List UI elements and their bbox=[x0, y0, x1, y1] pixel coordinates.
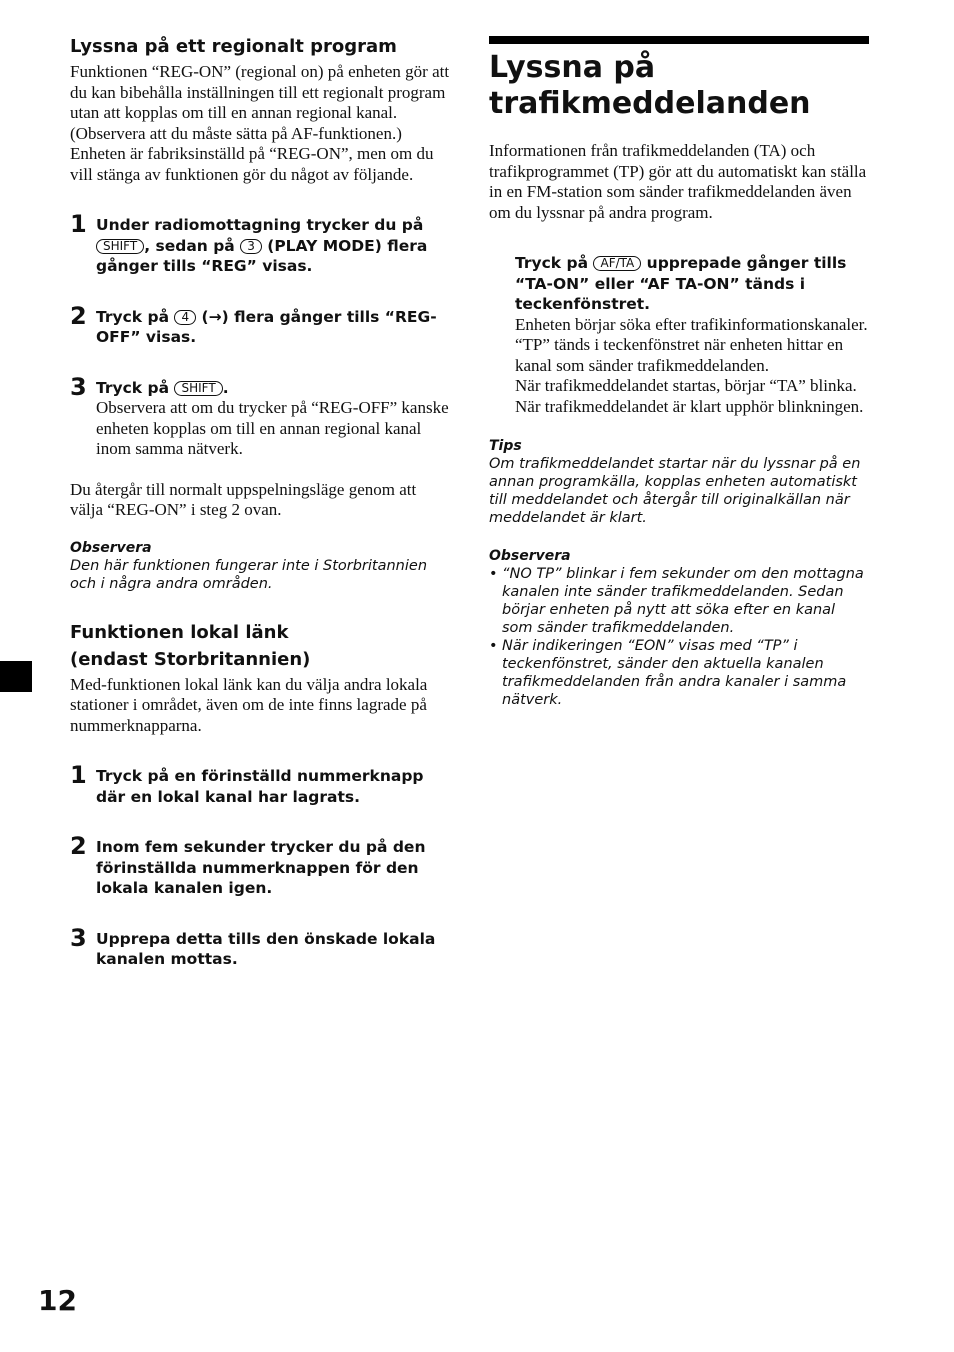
step-instruction: Tryck på AF/TA upprepade gånger tills “TA-ON” eller “AF TA-ON” tänds i teckenfönstret. bbox=[515, 254, 847, 313]
step-body: Enheten börjar söka efter trafikinformationskanaler. “TP” tänds i teckenfönstret när enheten hittar en kanal som sänder trafikmeddelanden. bbox=[515, 314, 868, 375]
local-step-2 bbox=[70, 832, 450, 899]
tips-title: Tips bbox=[489, 438, 522, 454]
regional-step-2 bbox=[70, 301, 450, 348]
step-instruction: Tryck på 4 (→) flera gånger tills “REG-OFF” visas. bbox=[96, 307, 437, 346]
note-bullet-item: • “NO TP” blinkar i fem sekunder om den mottagna kanalen inte sänder trafikmeddelanden. Sedan börjar enheten på nytt att söka efter en kanal som sänder trafikmeddelanden. bbox=[489, 566, 864, 636]
traffic-instruction bbox=[489, 253, 869, 417]
right-column bbox=[489, 36, 869, 709]
left-column bbox=[70, 36, 450, 970]
af-ta-key-icon: AF/TA bbox=[593, 256, 641, 271]
traffic-intro: Informationen från trafikmeddelanden (TA) och trafikprogrammet (TP) gör att du automatiskt kan ställa in en FM-station som sänder trafikmeddelanden även om du lyssnar på andra program. bbox=[489, 141, 867, 222]
step-body: Observera att om du trycker på “REG-OFF” kanske enheten kopplas om till en annan regional kanal inom samma nätverk. bbox=[96, 398, 449, 458]
note-bullet-item: • När indikeringen “EON” visas med “TP” i teckenfönstret, sänder den aktuella kanalen trafikmeddelanden från andra kanaler i samma nätverk. bbox=[489, 638, 847, 708]
note-title: Observera bbox=[70, 539, 152, 556]
page-number: 12 bbox=[38, 1284, 77, 1317]
step-body: När trafikmeddelandet startas, börjar “TA” blinka. När trafikmeddelandet är klart upphör blinkningen. bbox=[515, 376, 864, 416]
step-instruction: Tryck på SHIFT . bbox=[96, 378, 229, 397]
bullet-icon: • bbox=[489, 638, 498, 654]
step-instruction: Tryck på en förinställd nummerknapp där en lokal kanal har lagrats. bbox=[96, 767, 424, 806]
preset-4-key-icon: 4 bbox=[174, 310, 196, 325]
local-link-intro: Med-funktionen lokal länk kan du välja andra lokala stationer i området, även om de inte finns lagrade på nummerknapparna. bbox=[70, 674, 428, 735]
bullet-icon: • bbox=[489, 566, 498, 582]
local-step-1 bbox=[70, 761, 450, 807]
section-heading-local-link: Funktionen lokal länk (endast Storbritannien) bbox=[70, 621, 311, 670]
preset-3-key-icon: 3 bbox=[240, 239, 262, 254]
note-text: Den här funktionen fungerar inte i Storbritannien och i några andra områden. bbox=[70, 557, 428, 592]
page-title: Lyssna på trafikmeddelanden bbox=[489, 50, 811, 121]
step-instruction: Upprepa detta tills den önskade lokala kanalen mottas. bbox=[96, 929, 436, 968]
step-number: 1 bbox=[70, 761, 87, 789]
step-number: 2 bbox=[70, 832, 87, 860]
local-step-3 bbox=[70, 923, 450, 970]
regional-outro: Du återgår till normalt uppspelningsläge genom att välja “REG-ON” i steg 2 ovan. bbox=[70, 479, 417, 519]
regional-intro: Funktionen “REG-ON” (regional on) på enheten gör att du kan bibehålla inställningen till ett regionalt program utan att kopplas om till en annan regional kanal. (Observera att du måste sätta på AF-funktionen.) Enheten är fabriksinställd på “REG-ON”, men om du vill stänga av funktionen gör du något av följande. bbox=[70, 62, 450, 184]
note-title: Observera bbox=[489, 548, 571, 564]
step-number: 3 bbox=[70, 372, 87, 401]
tips-text: Om trafikmeddelandet startar när du lyssnar på en annan programkälla, kopplas enheten automatiskt till meddelandet och återgår till originalkällan när meddelandet är klart. bbox=[489, 456, 861, 526]
regional-step-1 bbox=[70, 210, 450, 277]
regional-step-3 bbox=[70, 372, 450, 460]
step-number: 1 bbox=[70, 210, 87, 238]
shift-key-icon: SHIFT bbox=[174, 381, 222, 396]
step-number: 2 bbox=[70, 301, 87, 330]
step-number: 3 bbox=[70, 923, 87, 952]
step-instruction: Under radiomottagning trycker du på SHIFT , sedan på 3 (PLAY MODE) flera gånger tills “REG” visas. bbox=[96, 216, 428, 275]
step-instruction: Inom fem sekunder trycker du på den förinställda nummerknappen för den lokala kanalen igen. bbox=[96, 838, 426, 897]
shift-key-icon: SHIFT bbox=[96, 239, 144, 254]
section-heading-regional: Lyssna på ett regionalt program bbox=[70, 36, 397, 57]
title-rule bbox=[489, 36, 869, 44]
section-tab-marker bbox=[0, 661, 32, 692]
